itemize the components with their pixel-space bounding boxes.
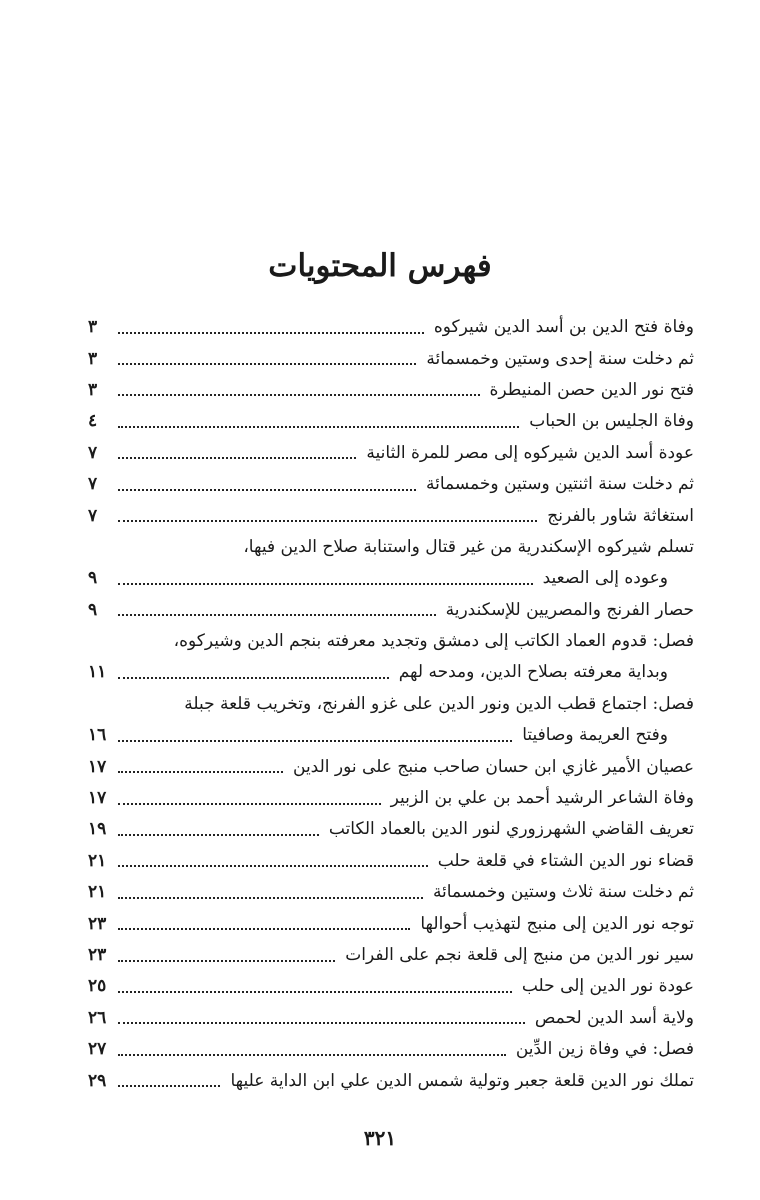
dot-leader (118, 834, 319, 836)
page-title: فهرس المحتويات (268, 248, 492, 284)
toc-entry-title: ثم دخلت سنة إحدى وستين وخمسمائة (426, 348, 694, 369)
toc-entry (88, 1065, 694, 1096)
toc-entry-page: ١٧ (88, 788, 107, 809)
toc-entry-title: تملك نور الدين قلعة جعبر وتولية شمس الدين علي ابن الداية عليها (230, 1070, 694, 1091)
toc-entry (88, 595, 694, 626)
toc-entry-title: فصل: في وفاة زين الدِّين (515, 1039, 694, 1060)
toc-entry-title: توجه نور الدين إلى منبج لتهذيب أحوالها (420, 913, 694, 934)
toc-entry (88, 846, 694, 877)
toc-entry-page: ٢٣ (88, 945, 107, 965)
dot-leader (118, 1022, 525, 1024)
toc-entry-title: عصيان الأمير غازي ابن حسان صاحب منبج على نور الدين (293, 756, 694, 777)
toc-entry-title: استغاثة شاور بالفرنج (547, 505, 694, 526)
dot-leader (118, 457, 356, 459)
toc-entry-page: ١٩ (88, 819, 107, 840)
toc-entry (88, 720, 694, 751)
toc-entry-title: ثم دخلت سنة ثلاث وستين وخمسمائة (432, 882, 694, 903)
toc-entry-title: قضاء نور الدين الشتاء في قلعة حلب (437, 850, 694, 871)
dot-leader (118, 1054, 506, 1056)
toc-entry (88, 626, 694, 657)
toc-entry (88, 783, 694, 814)
toc-entry-title: وفاة الشاعر الرشيد أحمد بن علي بن الزبير (390, 788, 694, 809)
dot-leader (118, 520, 537, 522)
table-of-contents (88, 312, 694, 1097)
dot-leader (118, 677, 389, 679)
toc-entry-page: ١٦ (88, 725, 107, 746)
toc-entry (88, 1003, 694, 1034)
dot-leader (118, 332, 424, 334)
dot-leader (118, 426, 519, 428)
toc-entry (88, 940, 694, 971)
page-number: ٣٢١ (363, 1126, 397, 1150)
toc-entry-page: ٧ (88, 442, 98, 463)
toc-entry (88, 312, 694, 343)
toc-entry-title: فتح نور الدين حصن المنيطرة (489, 379, 694, 400)
toc-entry (88, 375, 694, 406)
dot-leader (118, 991, 512, 993)
toc-entry-page: ١١ (88, 662, 107, 683)
toc-entry-page: ٢٧ (88, 1039, 107, 1060)
toc-entry-page: ٢٩ (88, 1070, 107, 1091)
toc-entry (88, 751, 694, 782)
toc-entry-title: ولاية أسد الدين لحمص (534, 1007, 694, 1028)
toc-entry-page: ٢١ (88, 850, 107, 871)
toc-entry-page: ٢١ (88, 882, 107, 903)
toc-entry (88, 877, 694, 908)
dot-leader (118, 363, 416, 365)
toc-entry-title: فصل: قدوم العماد الكاتب إلى دمشق وتجديد معرفته بنجم الدين وشيركوه، (173, 631, 694, 652)
toc-entry-title: تسلم شيركوه الإسكندرية من غير قتال واستنابة صلاح الدين فيها، (243, 536, 694, 557)
toc-entry-title: ثم دخلت سنة اثنتين وستين وخمسمائة (426, 474, 694, 495)
toc-entry-page: ٣ (88, 317, 98, 338)
toc-entry-title: وعوده إلى الصعيد (542, 568, 668, 589)
toc-entry-title: سير نور الدين من منبج إلى قلعة نجم على الفرات (345, 945, 694, 965)
toc-entry-page: ٢٣ (88, 913, 107, 934)
toc-entry-page: ٧ (88, 505, 98, 526)
toc-entry-title: فصل: اجتماع قطب الدين ونور الدين على غزو الفرنج، وتخريب قلعة جبلة (184, 693, 694, 714)
toc-entry (88, 343, 694, 374)
toc-entry-title: حصار الفرنج والمصريين للإسكندرية (445, 599, 694, 620)
toc-entry-title: وبداية معرفته بصلاح الدين، ومدحه لهم (398, 662, 668, 683)
toc-entry (88, 908, 694, 939)
dot-leader (118, 583, 533, 585)
toc-entry (88, 563, 694, 594)
toc-entry-title: وفاة الجليس بن الحباب (529, 411, 694, 432)
toc-entry-title: وفاة فتح الدين بن أسد الدين شيركوه (433, 317, 694, 338)
dot-leader (118, 960, 335, 962)
toc-entry (88, 406, 694, 437)
toc-entry (88, 438, 694, 469)
dot-leader (118, 614, 436, 616)
toc-entry-page: ٢٦ (88, 1007, 107, 1028)
toc-entry-page: ٩ (88, 599, 98, 620)
dot-leader (118, 1085, 220, 1087)
toc-entry (88, 814, 694, 845)
toc-entry (88, 1034, 694, 1065)
toc-entry-page: ٧ (88, 474, 98, 495)
toc-entry (88, 500, 694, 531)
toc-entry-page: ٣ (88, 348, 98, 369)
toc-entry (88, 469, 694, 500)
toc-entry-page: ٩ (88, 568, 98, 589)
toc-entry (88, 689, 694, 720)
toc-entry-page: ٤ (88, 411, 98, 432)
dot-leader (118, 865, 428, 867)
dot-leader (118, 928, 410, 930)
toc-entry-page: ١٧ (88, 756, 107, 777)
dot-leader (118, 394, 480, 396)
dot-leader (118, 897, 423, 899)
toc-entry-title: تعريف القاضي الشهرزوري لنور الدين بالعماد الكاتب (328, 819, 694, 840)
dot-leader (118, 803, 381, 805)
toc-entry (88, 971, 694, 1002)
toc-entry (88, 657, 694, 688)
toc-entry (88, 532, 694, 563)
toc-entry-title: عودة أسد الدين شيركوه إلى مصر للمرة الثانية (366, 442, 694, 463)
toc-entry-page: ٣ (88, 379, 98, 400)
toc-entry-title: عودة نور الدين إلى حلب (521, 976, 694, 997)
dot-leader (118, 771, 283, 773)
dot-leader (118, 740, 512, 742)
toc-entry-page: ٢٥ (88, 976, 107, 997)
dot-leader (118, 489, 416, 491)
toc-entry-title: وفتح العريمة وصافيتا (522, 725, 668, 746)
